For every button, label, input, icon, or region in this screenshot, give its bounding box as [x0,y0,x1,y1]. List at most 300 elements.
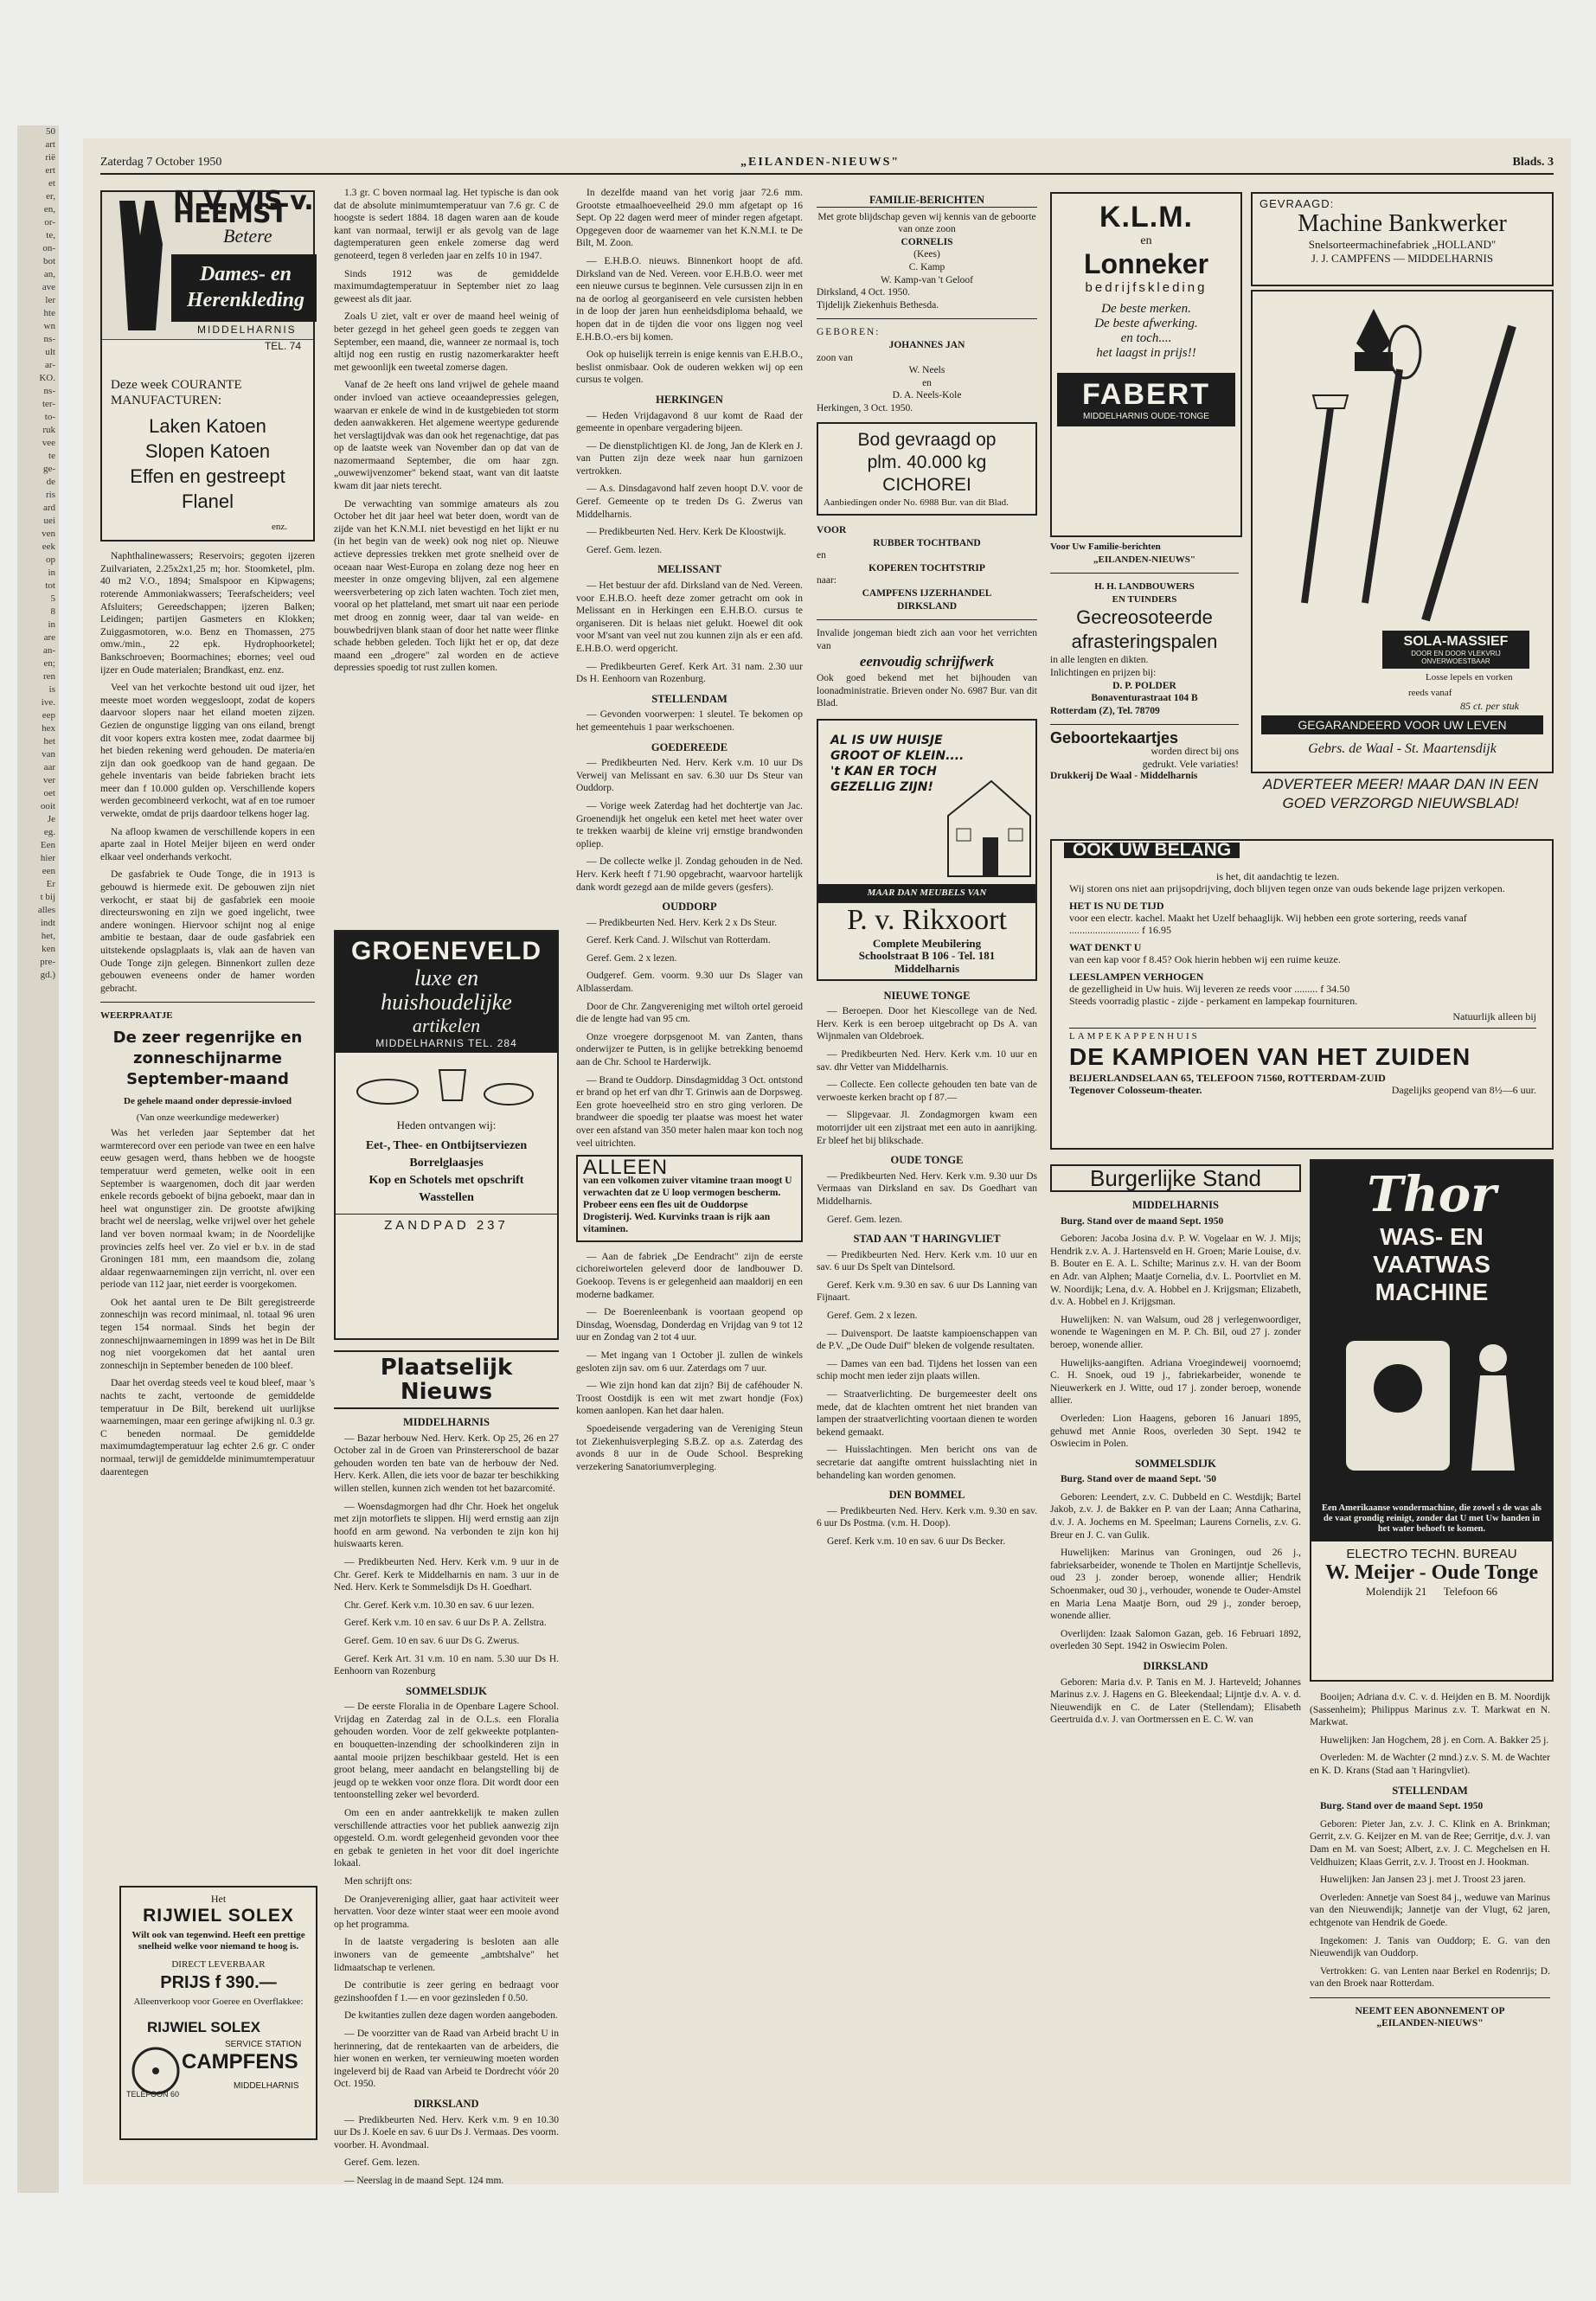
ad-fabert-brand: FABERT [1082,378,1210,411]
ad-tochtband-line: CAMPFENS IJZERHANDEL [862,588,992,599]
left-strip-fragment: uei [43,516,55,526]
familie-line: (Kees) [913,249,940,260]
article-text: — Predikbeurten Ned. Herv. Kerk 2 x Ds Steur. [586,917,777,928]
left-strip-fragment: in [48,567,55,578]
article-text: Veel van het verkochte bestond uit oud ijzer, het meeste moet worden weggesloopt, zodat de kopers daarvoor slopers naar het eiland moeten zijzen. Gezien de ongunstige ligging van ons eiland, brengt dit voor kopers extra kosten mee, zodat daarmee bij het bieden rekening werd gehouden. De materia/en zijn dan ook goedkoop van de hand gegaan. De gehele inventaris van beide fabrieken bracht iets meer dan f 10.000 gulden op. Verschillende kopers werden gecombineerd verkocht, wat af en toe rumoer verwekte, omdat de prijs daardoor telkens hoger lag. [100,683,315,820]
article-text: — Bazar herbouw Ned. Herv. Kerk. Op 25, 26 en 27 October zal in de Groen van Prinstererschool de bazar gehouden worden ten bate van de herbouw der Ned. Herv. Kerk. Allen, die iets voor de bazar ter beschikking willen stellen, kunnen zich wenden tot het bazarcomité. [334,1433,559,1494]
slogan-line: AL IS UW HUISJE [830,733,943,747]
ad-vis-tel: TEL. 74 [264,340,301,352]
article-text: De contributie is zeer gering en bedraagt voor gezinshoofden f 1.— en voor gezinsleden f 0.50. [334,1980,559,2003]
section-head-stad: STAD AAN 'T HARINGVLIET [853,1233,1001,1246]
article-text: Huwelijks-aangiften. Adriana Vroegindeweij voornoemd; C. H. Snoek, oud 19 j., fabriekarbeider, wonende te Nieuwerkerk en J. Witte, oud 17 j. zonder beroep, wonende allier. [1050,1357,1301,1407]
ad-thor-name: W. Meijer - Oude Tonge [1324,1561,1538,1584]
article-text: — Slipgevaar. Jl. Zondagmorgen kwam een motorrijder uit een zijstraat met een auto in aanrijking. Er bleef het bij blikschade. [817,1110,1037,1146]
article-text: Ingekomen: J. Tanis van Ouddorp; E. G. van den Nieuwendijk van Ouddorp. [1310,1935,1550,1959]
article-text: Onze vroegere dorpsgenoot M. van Zanten, thans onderwijzer te Putten, is in gelijke betrekking benoemd aan de Chr. School te Harderwijk. [576,1031,803,1068]
ad-thor-l3: MACHINE [1375,1279,1489,1305]
article-text: Geref. Kerk Art. 31 v.m. 10 en nam. 5.30 uur Ds H. Eenhoorn van Rozenburg [334,1653,559,1677]
ad-sola-reeds: reeds vanaf [1408,688,1452,698]
article-text: Huwelijken: N. van Walsum, oud 28 j verlegenwoordiger, wonende te Wageningen en M. P. Ch. Bil, oud 27 j. zonder beroep, wonende allier. [1050,1314,1301,1350]
left-strip-fragment: art [45,139,55,150]
ad-vis-sub2: Dames- en Herenkleding [187,263,304,311]
ad-thor-caption: Een Amerikaanse wondermachine, die zowel s de was als de vaat grondig reinigt, zonder dat U met Uw handen in het water behoeft te komen. [1321,1503,1542,1534]
ad-vis-item: Laken Katoen [149,414,266,437]
left-strip-fragment: alles [37,905,55,915]
left-strip-fragment: ive. [41,697,55,708]
ad-sola-garant: GEGARANDEERD VOOR UW LEVEN [1261,715,1543,734]
ad-vis-heemst-banner [102,186,313,340]
familie-line: W. Kamp-van 't Geloof [880,274,974,285]
left-strip-fragment: wn [43,321,55,331]
abonnement-l1: NEEMT EEN ABONNEMENT OP [1355,2005,1505,2016]
ad-groeneveld-l1: luxe en [413,965,479,990]
ad-kamp-row [1069,1084,1536,1096]
familie-line: D. A. Neels-Kole [892,390,962,401]
left-strip-fragment: or- [44,217,55,228]
left-strip-fragment: het [43,736,55,747]
ad-rikxoort-name: P. v. Rikxoort [847,903,1007,936]
article-text: — De eerste Floralia in de Openbare Lagere School. Vrijdag en Zaterdag zal in de O.L.s. een Floralia gehouden worden. Voor de zelf gekweekte potplanten- en bouquetten-inzending der schoolkinderen zijn in aantal mooie prijzen beschikbaar gesteld. Het is een groot belang, meer aandacht en belangstelling bij de jeugd op te wekken voor onze flora. Dit wordt door een tentoonstelling zeker wel bevorderd. [334,1702,559,1801]
article-text: — E.H.B.O. nieuws. Binnenkort hoopt de afd. Dirksland van de Ned. Vereen. voor E.H.B.O. weer met een nieuwe cursus te beginnen. Vele cursussen zijn in en na de oorlog al georganiseerd en vele cursisten hebben in de loop der jaren hun eenheidsdiploma behaald, we hopen dat in de tijden die voor ons liggen nog veel E.H.B.O.-ers bij komen. [576,255,803,343]
article-text: Booijen; Adriana d.v. C. v. d. Heijden en B. M. Noordijk (Sassenheim); Philippus Marinus z.v. T. Markwat en N. Markwat. [1310,1692,1550,1728]
article-text: — Duivensport. De laatste kampioenschappen van de P.V. „De Oude Duif" bleken de volgende resultaten. [817,1328,1037,1352]
article-text: Geref. Kerk v.m. 10 en sav. 6 uur Ds P. A. Zellstra. [344,1618,547,1629]
ad-tochtband-line: KOPEREN TOCHTSTRIP [869,562,985,574]
left-strip-fragment: an- [42,645,55,656]
ad-tochtband-line: RUBBER TOCHTBAND [873,537,981,548]
article-text: Sinds 1912 was de gemiddelde maximumdagtemperatuur in September niet zo laag geweest als dit jaar. [334,268,559,304]
left-strip-fragment: hte [43,308,55,318]
article-text: Geref. Gem. 2 x lezen. [586,952,677,964]
ad-sola-loose: Losse lepels en vorken [1426,672,1513,683]
ad-gecreo-l7: Rotterdam (Z), Tel. 78709 [1050,705,1160,716]
ad-vis-sub1: Betere [223,225,272,247]
ad-alleen [576,1155,803,1242]
article-text: Geboren: Pieter Jan, z.v. J. C. Klink en A. Brinkman; Gerrit, z.v. G. Keijzer en M. van de Ree; Gerritje, d.v. J. van Dam en M. van Soest; Albert, z.v. J. C. Megchelsen en H. Veldhuizen; Klaas Gerrit, z.v. J. Troost en J. Hookman. [1310,1818,1550,1868]
ad-rikxoort-street: Schoolstraat B 106 - Tel. 181 [858,949,996,963]
article-text: — Predikbeurten Ned. Herv. Kerk v.m. 10 uur Ds Verweij van Melissant en sav. 6.30 uur Ds Steur van Ouddorp. [576,758,803,794]
column-2-lower [334,1345,559,2186]
article-text: — Met ingang van 1 October jl. zullen de winkels gesloten zijn sav. om 6 uur. Zaterdags om 7 uur. [576,1349,803,1374]
invalide-text: Invalide jongeman biedt zich aan voor het verrichten van [817,628,1037,651]
ad-solex-station: SERVICE STATION [225,2040,302,2049]
article-text: — Huisslachtingen. Men bericht ons van de secretarie dat aangifte omtrent huisslachting niet in behandeling kan worden genomen. [817,1445,1037,1481]
left-strip-fragment: ter- [42,399,55,409]
schrijfwerk-title: eenvoudig schrijfwerk [859,653,995,670]
left-strip-fragment: ult [45,347,55,357]
page-header [100,154,1554,175]
article-text: Om een en ander aantrekkelijk te maken zullen verschillende attracties voor het publiek aanwezig zijn opgesteld. O.m. wordt gelegenheid gevonden voor thee en gebak te genieten in het voor dit doel ingerichte lokaal. [334,1808,559,1869]
left-strip-fragment: to- [44,412,55,422]
ad-ook-l1: is het, dit aandachtig te lezen. [1216,870,1340,882]
section-head-middelharnis: MIDDELHARNIS [402,1416,490,1428]
left-strip-fragment: te [48,451,55,461]
ad-vis-item: Effen en gestreept Flanel [130,465,285,512]
left-strip-fragment: tot [45,580,55,591]
article-text: Overleden: Lion Haagens, geboren 16 Januari 1895, gehuwd met Annie Roos, overleden 30 Sept. 1942 te Oswiecim in Polen. [1050,1413,1301,1450]
ad-klm-l4: bedrijfskleding [1085,280,1208,295]
ad-thor-contact [1311,1585,1552,1599]
left-strip-fragment: te, [46,230,55,240]
left-strip-fragment: 50 [46,126,55,137]
article-text: Geboren: Leendert, z.v. C. Dubbeld en C. Westdijk; Bartel Jakob, z.v. J. de Bakker en P. van der Laan; Anna Catharina, d.v. J. A. Jochems en M. Speelman; Laurens Cornelis, z.v. G. Breur en J. C. van Gulik. [1050,1491,1301,1541]
weer-kicker: WEERPRAATJE [100,1010,173,1022]
left-strip-fragment: van [42,749,55,760]
article-text: Geboren: Maria d.v. P. Tanis en M. J. Harteveld; Johannes Marinus z.v. J. Hagens en G. Bleekendaal; Lijntje d.v. A. v. d. Nieuwendijk en C. de Later (Stellendam); Elisabeth Geertruida d.v. J. van Oortmerssen en E. C. W. van [1050,1676,1301,1726]
ad-solex-tagline: Wilt ook van tegenwind. Heeft een prettige snelheid welke voor niemand te hoog is. [131,1930,305,1952]
left-strip-fragment: ar- [45,360,55,370]
section-head-goedereede: GOEDEREEDE [651,740,728,753]
left-strip-fragment: Je [47,814,55,824]
ad-groeneveld-item: Eet-, Thee- en Ontbijtserviezen [365,1139,528,1152]
left-strip-fragment: are [43,632,55,643]
ad-vis-town: MIDDELHARNIS [197,324,297,336]
article-text: Daar het overdag steeds veel te koud bleef, maar 's nachts te zacht, vertoonde de gemiddelde temperatuur in De Bilt, berekend uit uurlijkse waarnemingen, maar een geringe afwijking nl. 0.3 gr. C beneden normaal. De gemiddelde maximumdagtemperatuur lag echter 2.6 gr. C onder normaal, terwijl de gemiddelde minimumtemperatuur daarentegen [100,1378,315,1477]
familie-line: Tijdelijk Ziekenhuis Bethesda. [817,299,939,311]
left-strip-fragment: op [46,554,55,565]
ad-ook-h1: HET IS NU DE TIJD [1069,900,1164,912]
ad-sola-massief [1251,290,1554,773]
left-strip-fragment: t bij [40,892,55,902]
article-text: Was het verleden jaar September dat het warmterecord over een periode van twee en een halve eeuw gesagen werd, thans hebben we de hoogste temperatuur werd gemeten, welke ooit in een September is waargenomen, doch dit jaar werden enkele records geboekt of bijna geboekt, maar dan in heel wat ongunstiger zin. De grootste afwijking bracht wel de neerslag, welke vrijwel over het gehele land ver boven normaal kwam; in de Noordelijke provincies zelfs heel ver. Zo viel er b.v. in de stad Groningen 181 mm, een maandsom die, zolang aldaar regenwaarnemingen zijn verricht, nl. over een periode van 112 jaar, niet eerder is voorgekomen. [100,1128,315,1291]
ad-cichorei [817,422,1037,516]
slogan-line: GEZELLIG ZIJN! [830,779,933,794]
column-4 [817,187,1037,2133]
cutlery-icon [1253,292,1552,655]
section-head-stellendam: STELLENDAM [1392,1784,1468,1797]
tableware-icon [336,1053,554,1113]
ad-solex-town: MIDDELHARNIS [234,2081,299,2091]
plaatselijk-title: Plaatselijk Nieuws [334,1350,559,1409]
familie-line: Herkingen, 3 Oct. 1950. [817,402,913,413]
ad-thor-l1: WAS- EN [1380,1223,1484,1250]
ad-rikxoort [817,719,1037,981]
ad-ook-h3: LEESLAMPEN VERHOGEN [1069,971,1204,983]
article-text: Geref. Gem. lezen. [827,1214,903,1225]
familie-line: JOHANNES JAN [888,339,965,350]
slogan-line: 't KAN ER TOCH [830,764,937,779]
ad-tochtband [817,524,1037,612]
ad-solex-direct: DIRECT LEVERBAAR [171,1959,266,1970]
article-text: Ook het aantal uren te De Bilt geregistreerde zonneschijn was record minimaal, nl. totaal 96 uren tegen 154 normaal. Sinds het begin der zonneschijnwaarnemingen in 1899 was het in De Bilt nog niet voorgekomen dat het aantal uren zonneschijn in September beneden de 100 bleef. [100,1297,315,1371]
ad-fabert [1057,373,1235,426]
left-strip-fragment: het, [41,931,55,941]
left-strip-fragment: Er [46,879,55,889]
weer-note: (Van onze weerkundige medewerker) [136,1112,279,1123]
ad-groeneveld [334,930,559,1340]
left-strip-fragment: pre- [40,957,55,967]
left-page-edge [17,125,59,2193]
ad-geboorte-l4: Drukkerij De Waal - Middelharnis [1050,771,1198,782]
article-text: Overleden: M. de Wachter (2 mnd.) z.v. S. M. de Wachter en K. D. Krans (Stad aan 't Haringvliet). [1310,1753,1550,1776]
section-head-melissant: MELISSANT [657,563,721,576]
ad-rikxoort-town: Middelharnis [894,962,960,975]
left-strip-fragment: hex [42,723,55,734]
familie-line: Met grote blijdschap geven wij kennis van de geboorte van onze zoon [817,211,1036,235]
ad-thor-bureau: ELECTRO TECHN. BUREAU [1346,1547,1517,1561]
ad-gecreo-l4: Inlichtingen en prijzen bij: [1050,667,1157,678]
article-text: — Vorige week Zaterdag had het dochtertje van Jac. Groenendijk het ongeluk een ketel met heet water over te trekken waarbij de kleine vrij ernstige brandwonden opliep. [576,800,803,849]
ad-solex-shop: RIJWIEL SOLEX [147,2019,260,2035]
article-text: Geref. Gem. lezen. [586,544,663,555]
left-strip-fragment: ns- [43,334,55,344]
article-text: — Predikbeurten Ned. Herv. Kerk v.m. 9 uur in de Chr. Geref. Kerk te Middelharnis en nam. 3 uur in de Ned. Herv. Kerk te Sommelsdijk Ds H. Goedhart. [334,1556,559,1593]
divider [817,619,1037,620]
article-text: — Gevonden voorwerpen: 1 sleutel. Te bekomen op het gemeentehuis 1 paar werkschoenen. [576,709,803,733]
column-8 [1310,1691,1550,2128]
ad-solex-phone: TELEFOON 60 [126,2090,180,2099]
ad-rikxoort-sub: Complete Meubilering [872,936,982,950]
divider [100,1002,315,1003]
ad-groeneveld-item: Wasstellen [419,1191,474,1204]
article-text: — Predikbeurten Ned. Herv. Kerk v.m. 10 uur en sav. dhr Vetter van Middelharnis. [817,1048,1037,1073]
section-head-dirksland: DIRKSLAND [1143,1660,1208,1672]
left-strip-fragment: eep [42,710,55,721]
left-strip-fragment: vee [42,438,55,448]
house-icon [818,721,1035,902]
left-strip-fragment: rië [45,152,55,163]
ad-tochtband-line: en [817,550,826,561]
article-text: — A.s. Dinsdagavond half zeven hoopt D.V. voor de Geref. Gemeente op te treden Ds G. Zwerus van Middelharnis. [576,484,803,520]
ad-kamp-l3: Dagelijks geopend van 8½—6 uur. [1391,1084,1536,1096]
ad-ook-body [1069,870,1536,1096]
ad-machine-sub2: J. J. CAMPFENS — MIDDELHARNIS [1311,252,1494,265]
left-strip-fragment: indt [40,918,55,928]
left-strip-fragment: et [48,178,55,189]
geboren-label: GEBOREN: [817,327,881,338]
ad-groeneveld-brand: GROENEVELD [350,937,542,965]
section-head-sommelsdijk: SOMMELSDIJK [406,1684,487,1697]
section-head-herkingen: HERKINGEN [656,393,723,406]
article-text: Naphthalinewassers; Reservoirs; gegoten ijzeren Zuilvariaten, 2.25x2x1,25 m; hor. Stoomketel, plm. 40 m2 V.O., 1894; Smalspoor en Kipwagens; roterende Ammoniakwassers; Teerafscheiders; veel Afsluiters; Gereedschappen; ijzeren Balken; Leidingen; partijen Gasmeters en Klokken; Zuiggasmotoren, w.o. Benz en Thomassen, 275 omw./min., 22 epk. Hydrophoorketel; Bankschroeven; Boormachines; ebornes; veel oud ijzer en Oude materialen; Brandkast, enz. enz. [100,551,315,676]
ad-rikxoort-art [818,721,1035,903]
ad-machine-gevraagd: GEVRAAGD: [1259,197,1335,210]
left-strip-fragment: ver [42,775,55,785]
ad-alleen-title: ALLEEN [583,1156,669,1180]
ad-solex-name: CAMPFENS [182,2050,298,2073]
ad-ook-title: OOK UW BELANG [1064,843,1240,858]
article-text: 1.3 gr. C boven normaal lag. Het typische is dan ook dat de absolute minimumtemperatuur van 7.6 gr. C de hoogste is sedert 1884. 18 dagen waren aan de koude kant van normaal, terwijl er als gevolg van de lage dagtemperaturen geen enkele zomerse dag werd genoteerd, tegen 8 verleden jaar en zelfs 10 in 1947. [334,188,559,261]
article-text: De kwitanties zullen deze dagen worden aangeboden. [344,2010,558,2022]
article-text: Vanaf de 2e heeft ons land vrijwel de gehele maand onder invloed van actieve oceaandepressies gelegen, waarvan er enkele de wind in de kustgebieden tot storm deden aanwakkeren. Het algemene weertype gedurende het verslagtijdvak was dan ook het regenachtige, dat pas op de laatste week van November dan op dat van de nazomermaand September, die om haar zgn. „ouwewijvenzomer" bekend staat, want van dit laatste kwam dit jaar niets terecht. [334,380,559,492]
left-strip-fragment: ken [42,944,55,954]
ad-thor-brand: Thor [1367,1166,1497,1223]
left-strip-fragment: on- [42,243,55,253]
ad-machine-title: Machine Bankwerker [1298,210,1507,237]
article-text: — Heden Vrijdagavond 8 uur komt de Raad der gemeente in openbare vergadering bijeen. [576,410,803,434]
ad-gecreo-l2: afrasteringspalen [1071,631,1218,653]
article-text: Geboren: Jacoba Josina d.v. P. W. Vogelaar en W. J. Mijs; Hendrik z.v. A. J. Hartensveld en H. Groen; Marie Louise, d.v. B. Bouter en E. A. L. Schilte; Marinus z.v. H. van der Boom en Adr. van Alphen; Maatje Cornelia, d.v. L. Poortvliet en M. W. Noordijk; Lena, d.v. A. Hobbel en J. Krijgsman; Elizabeth, d.v. A. Hobbel en J. Krijgsman. [1050,1234,1301,1308]
ad-rikxoort-shop: MAAR DAN MEUBELS VAN [818,884,1035,902]
ad-ook-l6: Steeds voorradig plastic - zijde - perkament en lampekap fournituren. [1069,995,1358,1007]
article-text: — Beroepen. Door het Kiescollege van de Ned. Herv. Kerk is een beroep uitgebracht op Ds A. van Wijnmalen van Oldebroek. [817,1006,1037,1042]
ad-cichorei-l1: Bod gevraagd op [857,429,997,450]
article-text: Geref. Kerk v.m. 10 en sav. 6 uur Ds Becker. [827,1535,1006,1547]
ad-cichorei-l2: plm. 40.000 kg [867,452,987,472]
left-strip-fragment: ert [45,165,55,176]
header-masthead: „EILANDEN-NIEUWS" [740,156,901,169]
adverteer-l2: GOED VERZORGD NIEUWSBLAD! [1282,795,1519,811]
article-text: — Straatverlichting. De burgemeester deelt ons mede, dat de klachten omtrent het niet branden van lampen der straatverlichting voortaan dienen te worden bekend gemaakt. [817,1389,1037,1438]
ad-kamp-l1: BEIJERLANDSELAAN 65, TELEFOON 71560, ROTTERDAM-ZUID [1069,1072,1386,1084]
article-text: — Predikbeurten Ned. Herv. Kerk v.m. 9.30 uur Ds Vermaas van Dirksland en sav. Ds Goedhart van Middelharnis. [817,1170,1037,1207]
header-page-number: Blads. 3 [1512,156,1554,169]
ad-solex-het: Het [210,1893,227,1905]
ad-ook-l5: de gezelligheid in Uw huis. Wij leveren ze reeds voor ......... f 34.50 [1069,983,1350,995]
article-text: Chr. Geref. Kerk v.m. 10.30 en sav. 6 uur lezen. [344,1599,535,1611]
ad-solex-logo [121,2010,316,2106]
ad-ook-l7: Natuurlijk alleen bij [1452,1010,1536,1022]
left-strip-fragment: gd.) [40,970,55,980]
ad-fabert-sub: MIDDELHARNIS OUDE-TONGE [1083,412,1209,421]
left-strip-fragment: ard [42,503,55,513]
ad-vis-enz: enz. [271,521,287,532]
ad-groeneveld-l3: artikelen [412,1015,481,1036]
left-strip-fragment: een [42,866,55,876]
washing-machine-icon [1311,1306,1552,1479]
ad-vis-heemst [100,186,315,542]
left-strip-fragment: 5 [50,593,55,604]
ad-gecreo-l3: in alle lengten en dikten. [1050,655,1149,666]
article-text: Geref. Gem. 2 x lezen. [827,1311,918,1322]
weer-subtitle: De gehele maand onder depressie-invloed [124,1095,292,1106]
ad-groeneveld-heden: Heden ontvangen wij: [396,1118,497,1131]
ad-landbouwers-l2: EN TUINDERS [1112,593,1177,605]
ad-groeneveld-l2: huishoudelijke [381,990,512,1015]
article-text: Zoals U ziet, valt er over de maand heel weinig of beter gezegd in het geheel geen goeds te zeggen van September, een maand, die, wanneer ze normaal is, toch altijd nog een rustig en rustig nazomerkarakter heeft met gewoonlijk een tweetal zomerse dagen. [334,311,559,373]
section-head-middelharnis: MIDDELHARNIS [1131,1199,1219,1211]
ad-groeneveld-item: Kop en Schotels met opschrift [369,1174,524,1187]
article-text: — Het bestuur der afd. Dirksland van de Ned. Vereen. voor E.H.B.O. heeft deze zomer getracht om ook in Melissant en in Herkingen een E.H.B.O. cursus te organiseren. Dit is helaas niet gelukt. Hoewel dit ook voor M'sant van veel nut zou kunnen zijn als er een afd. E.H.B.O. werd opgericht. [576,580,803,654]
article-text: Huwelijken: Jan Jansen 23 j. met J. Troost 23 jaren. [1320,1875,1526,1886]
left-strip-fragment: is [48,684,55,695]
ad-groeneveld-town: MIDDELHARNIS TEL. 284 [375,1037,517,1049]
ad-klm-l3: Lonneker [1083,248,1209,279]
ad-cichorei-l3: CICHOREI [882,474,971,495]
divider [1050,573,1239,574]
article-text: — Dames van een bad. Tijdens het lossen van een schip mocht men ieder zijn plaats willen. [817,1358,1037,1382]
ad-machine-bankwerker [1251,192,1554,286]
familie-bericht-2 [817,339,1037,415]
left-strip-fragment: er, [46,191,55,202]
header-date: Zaterdag 7 October 1950 [100,156,222,169]
familie-line: Dirksland, 4 Oct. 1950. [817,287,910,298]
column-7 [1050,1159,1301,2128]
familie-title: FAMILIE-BERICHTEN [817,194,1037,208]
column-1 [100,187,315,2168]
article-text: Burg. Stand over de maand Sept. 1950 [1320,1801,1484,1812]
ad-solex-dealer: Alleenverkoop voor Goeree en Overflakkee: [133,1997,304,2007]
section-head-nieuwe-tonge: NIEUWE TONGE [883,989,971,1002]
article-text: — Predikbeurten Ned. Herv. Kerk v.m. 9 en 10.30 uur Ds J. Koele en sav. 6 uur Ds J. Vermaas. Des voorm. voorber. H. Avondmaal. [334,2114,559,2150]
ad-thor-tel: Telefoon 66 [1443,1585,1497,1598]
slogan-line: GROOT OF KLEIN.... [830,748,965,763]
ad-sola-badge [1382,631,1529,669]
ad-ook-l3: voor een electr. kachel. Maakt het Uzelf behaaglijk. Wij hebben een grote sortering, reeds vanaf ........................... f 16.95 [1069,912,1467,936]
left-strip-fragment: bot [42,256,55,266]
ad-klm-l8: het laagst in prijs!! [1096,346,1196,360]
article-text: — Neerslag in de maand Sept. 124 mm. [344,2175,504,2186]
ad-gecreo-l1: Gecreosoteerde [1076,606,1213,629]
left-strip-fragment: ave [42,282,55,292]
left-strip-fragment: ooit [40,801,55,811]
left-strip-fragment: ge- [42,464,55,474]
ad-tochtband-line: VOOR [817,525,847,536]
ad-fam-l1: Voor Uw Familie-berichten [1050,542,1161,552]
ad-klm-l2: en [1140,234,1152,247]
ad-klm-l5: De beste merken. [1101,302,1191,316]
left-strip-fragment: ruk [42,425,55,435]
ad-machine-sub1: Snelsorteermachinefabriek „HOLLAND" [1308,238,1497,251]
familie-line: CORNELIS [901,236,953,247]
article-text: Huwelijken: Marinus van Groningen, oud 26 j., fabrieksarbeider, wonende te Tholen en Martijntje Schellevis, oud 23 j. zonder beroep, wonende allier; Hendrik Schoenmaker, oud 30 j., verhouder, wonende te Ouder-Amstel en Maria Lena Maatje Born, oud 29 j., zonder beroep, wonende allier. [1050,1548,1301,1622]
ad-groeneveld-items [336,1138,557,1207]
ad-klm-l1: K.L.M. [1099,201,1193,234]
article-text: — Wie zijn hond kan dat zijn? Bij de caféhouder N. Troost Oostdijk is een wit met zwart hondje (Fox) komen aanlopen. Kan het daar halen. [576,1381,803,1417]
article-text: — De Boerenleenbank is voortaan geopend op Dinsdag, Woensdag, Donderdag en Vrijdag van 9 tot 12 uur en Zondag van 2 tot 4 uur. [576,1307,803,1343]
familie-line: C. Kamp [908,261,945,272]
article-text: — Brand te Ouddorp. Dinsdagmiddag 3 Oct. ontstond er brand op het erf van dhr T. Grinwis aan de Dorpsweg. Een grote hoeveelheid stro en stro ging verloren. De brandweer die spoedig ter plaatse was moest het water over een afstand van 350 meter halen maar kon toch nog veel uitrichten. [576,1074,803,1149]
article-text: — De voorzitter van de Raad van Arbeid bracht U in herinnering, dat de rentekaarten van de arbeiders, die hier wonen en werken, ter vernieuwing moeten worden ingeleverd bij de Raad van Arbeid te Dordrecht vóór 20 Oct. 1950. [334,2028,559,2090]
newspaper-page [83,138,1571,2184]
ad-thor-banner [1311,1161,1552,1541]
ad-geboorte-l1: Geboortekaartjes [1050,729,1179,747]
ad-kamp-title: DE KAMPIOEN VAN HET ZUIDEN [1069,1043,1471,1070]
ad-sola-dealer: Gebrs. de Waal - St. Maartensdijk [1308,741,1497,756]
left-strip-fragment: in [48,619,55,630]
ad-klm-l6: De beste afwerking. [1094,317,1198,330]
left-strip-fragment: de [46,477,55,487]
article-text: Geref. Kerk v.m. 9.30 en sav. 6 uur Ds Lanning van Fijnaart. [817,1279,1037,1304]
article-text: Burg. Stand over de maand Sept. 1950 [1061,1215,1224,1227]
left-strip-fragment: KO. [39,373,55,383]
ad-tochtband-line: naar: [817,575,836,586]
article-text: Huwelijken: Jan Hogchem, 28 j. en Corn. A. Bakker 25 j. [1320,1734,1549,1746]
weer-title: De zeer regenrijke en zonneschijnarme September-maand [112,1028,303,1088]
ad-vis-items [102,413,313,514]
article-text: — Predikbeurten Geref. Kerk Art. 31 nam. 2.30 uur Ds H. Eenhoorn van Rozenburg. [576,661,803,685]
adverteer-slogan [1251,775,1550,813]
divider [817,318,1037,319]
familie-line: W. Neels [908,365,945,376]
article-text: Overleden: Annetje van Soest 84 j., weduwe van Marinus van den Nieuwendijk; Jannetje van der Vlugt, 62 jaren, echtgenote van Hendrik de Goede. [1310,1892,1550,1928]
ad-geboorte-l2: worden direct bij ons [1151,744,1239,757]
familie-bericht-1 [817,211,1037,312]
ad-vis-brand: N.V. VIS v. HEEMST [173,186,313,229]
ad-groeneveld-street: ZANDPAD 237 [336,1214,557,1233]
article-text: Geref. Kerk Cand. J. Wilschut van Rotterdam. [586,935,771,946]
ad-cichorei-l4: Aanbiedingen onder No. 6988 Bur. van dit Blad. [824,497,1009,508]
ad-groeneveld-banner [336,932,557,1053]
left-strip-fragment: eek [42,542,55,552]
burgerlijke-stand-title: Burgerlijke Stand [1050,1164,1301,1192]
ad-thor-l2: VAATWAS [1373,1251,1490,1278]
left-strip-fragment: ven [42,529,55,539]
section-head-ouddorp: OUDDORP [662,901,717,913]
ad-groeneveld-item: Borrelglaasjes [409,1157,484,1170]
article-text: Geref. Gem. 10 en sav. 6 uur Ds G. Zwerus. [344,1635,520,1646]
left-strip-fragment: ns- [43,386,55,396]
article-text: Overlijden: Izaak Salomon Gazan, geb. 16 Februari 1892, overleden 30 Sept. 1942 in Oswiecim Polen. [1050,1628,1301,1652]
article-text: Men schrijft ons: [344,1876,413,1887]
left-strip-fragment: en, [43,204,55,215]
ad-sola-brand: SOLA-MASSIEF [1403,634,1509,649]
ad-sola-price: 85 ct. per stuk [1460,700,1519,712]
left-strip-fragment: aar [43,762,55,772]
left-strip-fragment: ren [42,671,55,682]
column-3 [576,187,803,2133]
section-head-dirksland: DIRKSLAND [413,2097,479,2110]
